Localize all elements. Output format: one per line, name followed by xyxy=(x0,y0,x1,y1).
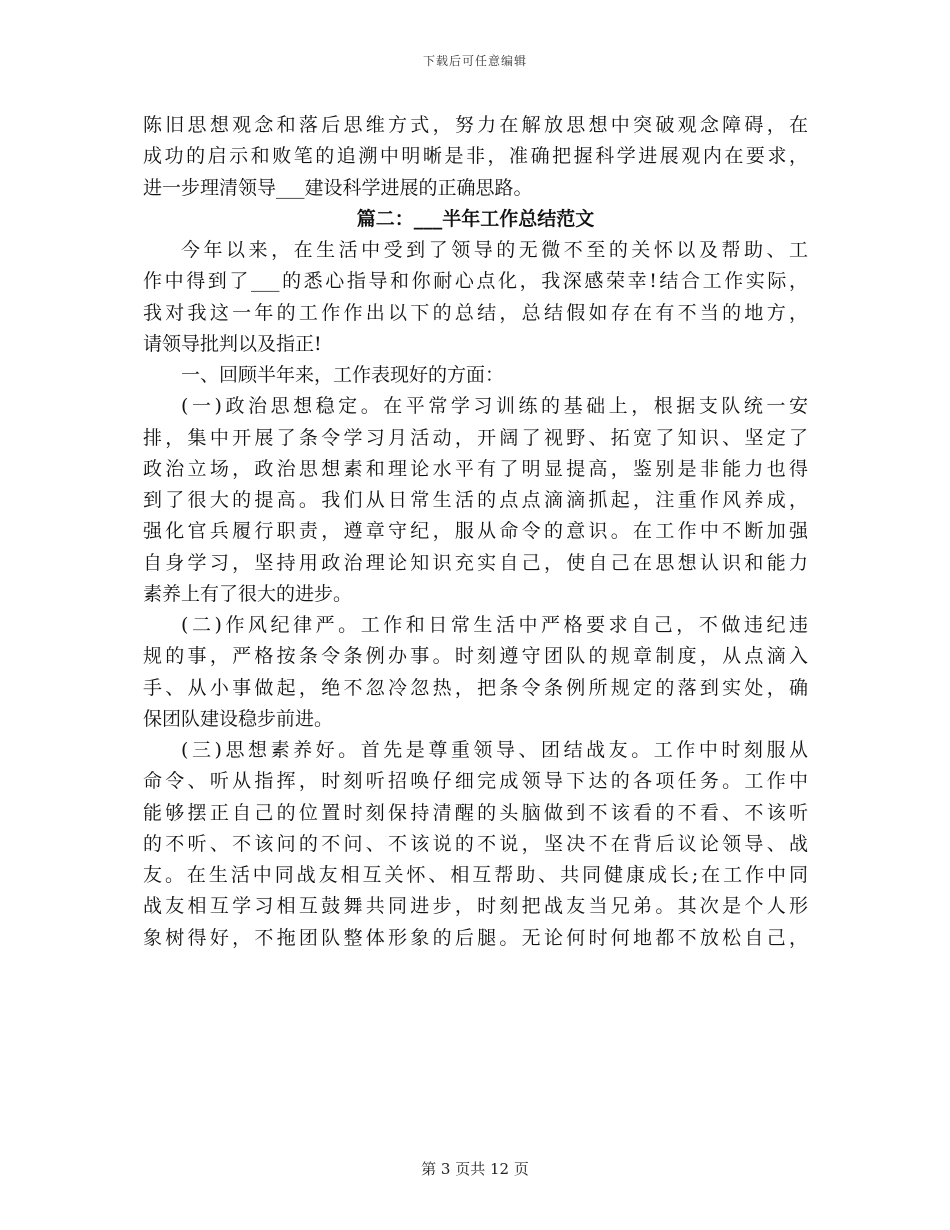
text-line: 的不听、不该问的不问、不该说的不说，坚决不在背后议论领导、战 xyxy=(143,832,808,855)
text-line: 一、回顾半年来，工作表现好的方面： xyxy=(181,364,505,386)
text-line: 规的事，严格按条令条例办事。时刻遵守团队的规章制度，从点滴入 xyxy=(143,645,808,668)
text-line: 政治立场，政治思想素和理论水平有了明显提高，鉴别是非能力也得 xyxy=(143,457,808,480)
header-note: 下载后可任意编辑 xyxy=(422,54,527,68)
text-line: 命令、听从指挥，时刻听招唤仔细完成领导下达的各项任务。工作中 xyxy=(143,770,808,793)
text-line: 作中得到了___的悉心指导和你耐心点化，我深感荣幸!结合工作实际， xyxy=(143,270,808,293)
page-number: 第 3 页共 12 页 xyxy=(421,1160,529,1178)
text-line: 保团队建设稳步前进。 xyxy=(143,707,334,730)
text-line: 到了很大的提高。我们从日常生活的点点滴滴抓起，注重作风养成， xyxy=(143,489,808,511)
text-line: 友。在生活中同战友相互关怀、相互帮助、共同健康成长;在工作中同 xyxy=(143,864,808,886)
text-line: 手、从小事做起，绝不忽冷忽热，把条令条例所规定的落到实处，确 xyxy=(143,676,808,699)
text-line: 成功的启示和败笔的追溯中明晰是非，准确把握科学进展观内在要求， xyxy=(143,145,808,168)
text-line: 自身学习，坚持用政治理论知识充实自己，使自己在思想认识和能力 xyxy=(143,551,808,574)
section-title: 篇二：___半年工作总结范文 xyxy=(356,207,595,230)
text-line: 陈旧思想观念和落后思维方式，努力在解放思想中突破观念障碍，在 xyxy=(143,114,808,136)
text-line: 战友相互学习相互鼓舞共同进步，时刻把战友当兄弟。其次是个人形 xyxy=(143,895,808,918)
text-line: (二)作风纪律严。工作和日常生活中严格要求自己，不做违纪违 xyxy=(181,614,808,636)
text-line: 强化官兵履行职责，遵章守纪，服从命令的意识。在工作中不断加强 xyxy=(143,520,808,543)
text-line: 能够摆正自己的位置时刻保持清醒的头脑做到不该看的不看、不该听 xyxy=(143,801,808,824)
text-line: 我对我这一年的工作作出以下的总结，总结假如存在有不当的地方， xyxy=(143,301,808,324)
text-line: (一)政治思想稳定。在平常学习训练的基础上，根据支队统一安 xyxy=(181,395,808,418)
text-line: (三)思想素养好。首先是尊重领导、团结战友。工作中时刻服从 xyxy=(181,739,808,761)
document-body xyxy=(143,110,808,954)
text-line: 排，集中开展了条令学习月活动，开阔了视野、拓宽了知识、坚定了 xyxy=(143,426,808,449)
text-line: 今年以来，在生活中受到了领导的无微不至的关怀以及帮助、工 xyxy=(181,239,808,261)
text-line: 进一步理清领导___建设科学进展的正确思路。 xyxy=(143,176,533,199)
text-line: 请领导批判以及指正! xyxy=(143,332,322,355)
text-line: 象树得好，不拖团队整体形象的后腿。无论何时何地都不放松自己， xyxy=(143,926,808,949)
text-line: 素养上有了很大的进步。 xyxy=(143,582,353,605)
